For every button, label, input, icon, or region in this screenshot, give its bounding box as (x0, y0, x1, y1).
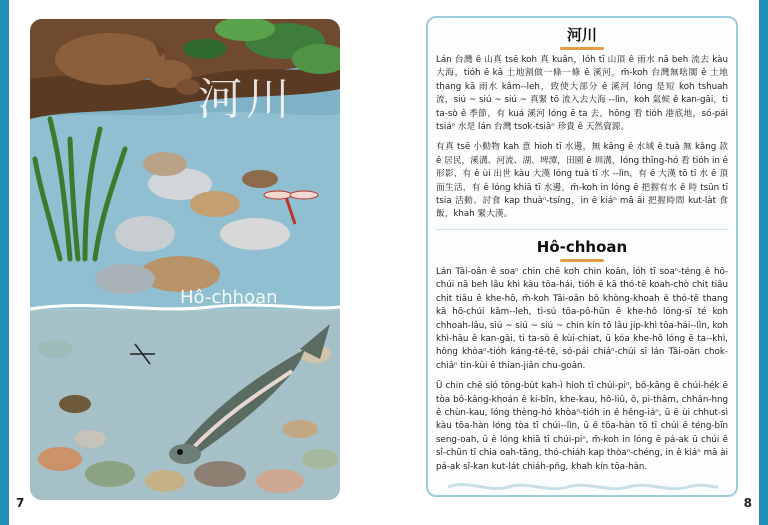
section-divider (436, 229, 728, 230)
art-title-romanized: Hô-chhoan (180, 287, 278, 308)
paragraph-chinese-2: 有真 tsē 小動物 kah 意 hioh tī 水邊，無 kâng ê 水域 ê tuà 無 kâng 款 ê 居民，溪溝、河流、湖、埤潭，田園 ê 圳溝，lóng thīng-hó 看 tióh in ê 形影，有 ê ùi 出世 kàu 大漢 lóng tuà tī 水 --lìn，有 ê 大漢 tō tī 水 ê 頂面生活，有 ê lóng khiā tī 水邊，m̄-koh in lóng ē 把握有水 ê 時 tsūn tī tsia 活動、討食 kap thuàⁿ-tsíng，in ê kiáⁿ mā āi 把握時間 kut-làt 食飯，khah 緊大漢。 (436, 142, 728, 220)
text-content (436, 24, 728, 481)
section-title-chinese: 河川 (566, 26, 597, 44)
paragraph-romanized-2: Ū chin chē sió tōng-bùt kah-ì hioh tī chúi-piⁿ, bô-kâng ê chúi-hék ē tòa bô-kâng-khoán ê ki-bîn, khe-kau, hô-liû, ô, pi-thâm, chhân-hng ê chùn-kau, lóng thèng-hó khòaⁿ-tióh in ê hêng-iáⁿ, ū ê ùi chhut-sì kàu tōa-hàn lóng tòa tī chúi--lìn, ū ê tōa-hàn tō tī chúi ê téng-bīn seng-oah, ū ê lóng khiā tī chúi-piⁿ, m̄-koh in lóng ē pá-ak ū chúi ê sî-chūn tī chia oah-tāng, thó-chiáh kap thòaⁿ-chéng, in ê kiáⁿ mā ài pá-ak sî-kan kut-lát chiáh-pn̄g, khah kín tōa-hàn. (436, 381, 728, 472)
paragraph-romanized-1: Lán Tâi-oân ê soaⁿ chin chē koh chin koân, lóh tī soaⁿ-téng ê hō-chúi nā beh lâu khì kàu tōa-hái, tióh ē kā thó-tē koah-chò chit tiâu chit tiâu ê khe-hô, m̄-koh Tâi-oân bô khòng-khoah ê thó-tē thang kā hō-chúi kâm--leh, tì-sú tōa-pō-hūn ê khe-hô lóng-sī té koh chhoah-lâu, siú ~ siú ~ siú ~ chin kín tō lâu jip-khì tōa-hái--lìn, koh khì-hāu ê kan-gāi, ti ta-sò ê kùi-chiat, ū kóa khe-hô lóng ē ta--khì, hông khòaⁿ-tióh káng-té-tē, só-pái chiáⁿ-chúi sī lán Tâi-oân chok-chiâⁿ tin-kùi ê thian-jiân chu-goân. (436, 266, 728, 371)
wave-decoration (448, 479, 718, 493)
title-underline (560, 259, 604, 262)
river-illustration (30, 19, 340, 500)
art-title-chinese: 河川 (198, 74, 294, 125)
page-number-left: 7 (16, 496, 25, 510)
section-title-romanized: Hô-chhoan (536, 237, 628, 256)
page-number-right: 8 (743, 496, 752, 510)
text-panel (426, 16, 738, 497)
title-underline (560, 47, 604, 50)
right-edge-band (759, 0, 768, 525)
paragraph-chinese-1: Lán 台灣 ê 山真 tsē koh 真 kuân，lóh tī 山頂 ê 雨水 nā beh 流去 kàu 大海，tióh ē kā 土地割做一條一條 ê 溪河，m̄-koh 台灣無啥闊 ê 土地 thang kā 雨水 kâm--leh，致使大部分 ê 溪河 lóng 是短 koh tshuah 流，siú ~ siú ~ siú ~ 真緊 tō 流入去大海 --lìn，koh 氣候 ê kan-gāi，ti ta-sò ê 季節，有 kuá 溪河 lóng ē ta 去，hōng 看 tióh 港底地，só-pái tsiáⁿ 水是 lán 台灣 tsok-tsiâⁿ 珍貴 ê 天然資源。 (436, 55, 728, 133)
left-edge-band (0, 0, 9, 525)
